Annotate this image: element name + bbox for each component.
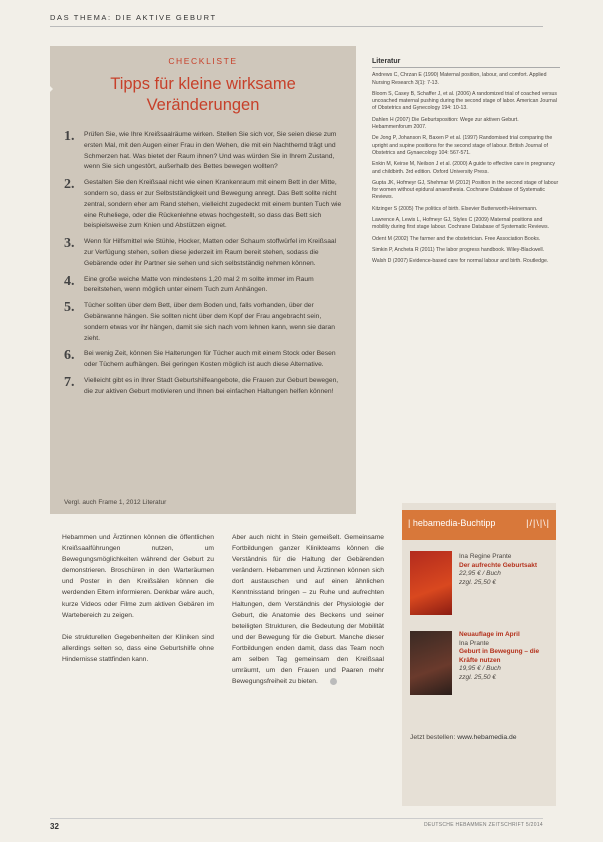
book-cover-2[interactable] bbox=[410, 631, 452, 695]
item-text: Wenn für Hilfsmittel wie Stühle, Hocker, Matten oder Schaum stoffwürfel im Kreißsaal zur Verfügung stehen, sollen diese jederzeit im Raum bereit stehen, sodass die Gebärende oder ihr Partner sie sehen und sich selbstständig nehmen können. bbox=[84, 238, 337, 267]
item-number: 5. bbox=[64, 300, 75, 316]
order-link[interactable]: www.hebamedia.de bbox=[457, 734, 517, 741]
footer-rule bbox=[50, 818, 543, 819]
order-label: Jetzt bestellen: bbox=[410, 734, 456, 741]
literature-entry: Odent M (2002) The farmer and the obstetrician. Free Association Books. bbox=[372, 235, 541, 242]
buchtipp-box bbox=[402, 503, 556, 806]
book-author: Ina Prante bbox=[459, 639, 489, 647]
literature-column bbox=[372, 58, 560, 270]
literature-entry: Lawrence A, Lewis L, Hofmeyr GJ, Styles C (2009) Maternal positions and mobility during first stage labour. Cochrane Database of Systematic Reviews. bbox=[372, 217, 550, 231]
header-rule bbox=[50, 26, 543, 27]
footer-text: DEUTSCHE HEBAMMEN ZEITSCHRIFT 5/2014 bbox=[423, 822, 543, 828]
checklist-label: CHECKLISTE bbox=[168, 56, 238, 66]
end-mark-icon bbox=[330, 678, 337, 685]
checklist-item bbox=[64, 130, 342, 173]
item-text: Prüfen Sie, wie Ihre Kreißsaalräume wirken. Stellen Sie sich vor, Sie seien diese zum ersten Mal, mit den Augen einer Frau in den Wehen, die mit ein Nachthemd trägt und Schmerzen hat. Was bietet der Raum ihnen? Und was würden Sie in Ihrem Zustand, wenn Sie sich ungestört, außerhalb des Bettes bewegen wollten? bbox=[84, 131, 337, 171]
checklist-item bbox=[64, 301, 342, 344]
literature-heading: Literatur bbox=[372, 58, 560, 68]
literature-entry: Gupta JK, Hofmeyr GJ, Shehmar M (2012) Position in the second stage of labour for women without epidural anaesthesia. Cochrane Database of Systematic Reviews. bbox=[372, 179, 559, 201]
checklist-item bbox=[64, 237, 342, 269]
book-info-1 bbox=[459, 553, 551, 587]
checklist-tab bbox=[44, 80, 53, 98]
item-text: Bei wenig Zeit, können Sie Halterungen für Tücher auch mit einem Stock oder Besen oder Tüchern aufhängen. Bei geringen Kosten möglich ist auch diese Alternative. bbox=[84, 350, 336, 369]
body-paragraph bbox=[232, 532, 384, 687]
buchtipp-order bbox=[410, 734, 517, 741]
item-number: 7. bbox=[64, 374, 75, 390]
book-cover-1[interactable] bbox=[410, 551, 452, 615]
checklist-title: Tipps für kleine wirksame Veränderungen bbox=[110, 75, 296, 114]
literature-entry: Simkin P, Ancheta R (2011) The labor progress handbook. Wiley-Blackwell. bbox=[372, 246, 545, 253]
item-number: 3. bbox=[64, 236, 75, 252]
book-new-edition: Neuauflage im April bbox=[459, 631, 520, 638]
literature-entry: Walsh D (2007) Evidence-based care for normal labour and birth. Routledge. bbox=[372, 258, 549, 265]
book-price-alt: zzgl. 25,50 € bbox=[459, 673, 496, 681]
checklist-box bbox=[50, 46, 356, 514]
buchtipp-decoration-icon: |/|\|\| bbox=[526, 518, 550, 528]
page-number: 32 bbox=[50, 822, 59, 831]
item-number: 6. bbox=[64, 348, 75, 364]
book-title: Geburt in Bewegung – die Kräfte nutzen bbox=[459, 648, 540, 664]
book-info-2 bbox=[459, 631, 551, 683]
body-text: Aber auch nicht in Stein gemeißelt. Gemeinsame Fortbildungen ganzer Klinikteams können die Verständnis für die Haltung der Gebärenden verändern. Hebammen und Ärztinnen können sich dort austauschen und auf einen ähnlichen Kenntnisstand bringen – zu Ruhe und aufrechten Haltungen, dem Verständnis der Physiologie der Geburt, die Anatomie des Beckens und seiner beteiligten Strukturen, die Bedeutung der Mobilität und der Bewegung für die Geburt. Manche dieser Fortbildungen enden damit, dass das Team noch am selben Tag gemeinsam den Kreißsaal umräumt, um den Frauen und Paaren mehr Bewegungsfreiheit zu bieten. bbox=[232, 534, 384, 686]
literature-entry: Andrews C, Chrzan E (1990) Maternal position, labour, and comfort. Applied Nursing Research 3(1): 7-13. bbox=[372, 72, 547, 86]
buchtipp-header bbox=[402, 510, 556, 540]
checklist-item bbox=[64, 376, 342, 398]
item-number: 2. bbox=[64, 177, 75, 193]
literature-entry: De Jong P, Johanson R, Baxen P et al. (1997) Randomised trial comparing the upright and supine positions for the second stage of labour. British Journal of Obstetrics and Gynaecology 104: 567-571. bbox=[372, 135, 553, 156]
body-paragraph: Die strukturellen Gegebenheiten der Kliniken sind allerdings selten so, dass eine Geburtshilfe ohne Hindernisse stattfinden kann. bbox=[62, 633, 214, 663]
body-column-2 bbox=[232, 532, 384, 698]
item-text: Vielleicht gibt es in Ihrer Stadt Geburtshilfeangebote, die Frauen zur Geburt bewegen, die zur aktiven Geburt motivieren und Ihnen bei einfachen Haltungen helfen können! bbox=[84, 376, 339, 395]
literature-entry: Enkin M, Keirse M, Neilson J et al. (2000) A guide to effective care in pregnancy and childbirth. 3rd edition. Oxford University Press. bbox=[372, 161, 556, 175]
literature-entry: Kitzinger S (2005) The politics of birth. Elsevier Butterworth-Heinemann. bbox=[372, 205, 538, 212]
body-paragraph: Hebammen und Ärztinnen können die öffentlichen Kreißsaalführungen nutzen, um Bewegungsmöglichkeiten während der Geburt zu demonstrieren. Broschüren in den Warteräumen und Poster in den Kreißsälen können die werdenden Eltern informieren. Denkbar wäre auch, kurze Videos oder Filme zum aktiven Gebären im Wartebereich zu zeigen. bbox=[62, 534, 214, 619]
book-price-alt: zzgl. 25,50 € bbox=[459, 578, 496, 586]
item-number: 4. bbox=[64, 273, 75, 289]
buchtipp-title: | hebamedia-Buchtipp bbox=[408, 518, 496, 528]
checklist-item bbox=[64, 349, 342, 371]
literature-entry: Dahlen H (2007) Die Geburtsposition: Wege zur aktiven Geburt. Hebammenforum 2007. bbox=[372, 116, 519, 131]
book-price: 22,95 € / Buch bbox=[459, 570, 501, 578]
item-text: Tücher sollten über dem Bett, über dem Boden und, falls vorhanden, über der Gebärwanne hängen. Sie sollten nicht über dem Kopf der Frau angebracht sein, sondern etwas vor ihr hängen, damit sie sich nach vorn lehnen kann, wenn sie daran zieht. bbox=[84, 302, 335, 342]
section-header: DAS THEMA: DIE AKTIVE GEBURT bbox=[50, 13, 217, 22]
book-price: 19,95 € / Buch bbox=[459, 665, 501, 673]
checklist-source: Vergl. auch Frame 1, 2012 Literatur bbox=[64, 499, 167, 506]
item-text: Eine große weiche Matte von mindestens 1,20 mal 2 m sollte immer im Raum bereitstehen, wenn möglich unter einem Tuch zum Anhängen. bbox=[84, 275, 314, 294]
literature-entry: Bloom S, Casey B, Schaffer J, et al. (2006) A randomized trial of coached versus uncoached maternal pushing during the second stage of labor. American Journal of Obstetrics and Gynecology 194: 10-13. bbox=[372, 90, 558, 112]
body-column-1 bbox=[62, 532, 214, 676]
checklist-item bbox=[64, 178, 342, 232]
item-text: Gestalten Sie den Kreißsaal nicht wie einen Krankenraum mit einem Bett in der Mitte, sondern so, dass er zur Selbstständigkeit und Bewegung anregt. Das Bett sollte nicht zentral, sondern eher am Rand stehen, vielleicht zugedeckt mit einem bunten Tuch wie eine Ruheliege, oder die Rückenlehne etwas hochgestellt, so dass das Bett sich beispielsweise zum Knien und Abstützen eignet. bbox=[84, 179, 342, 230]
checklist-items bbox=[64, 130, 342, 398]
item-number: 1. bbox=[64, 129, 75, 144]
checklist-item bbox=[64, 275, 342, 297]
book-title: Der aufrechte Geburtsakt bbox=[459, 561, 538, 569]
book-author: Ina Regine Prante bbox=[459, 553, 512, 560]
